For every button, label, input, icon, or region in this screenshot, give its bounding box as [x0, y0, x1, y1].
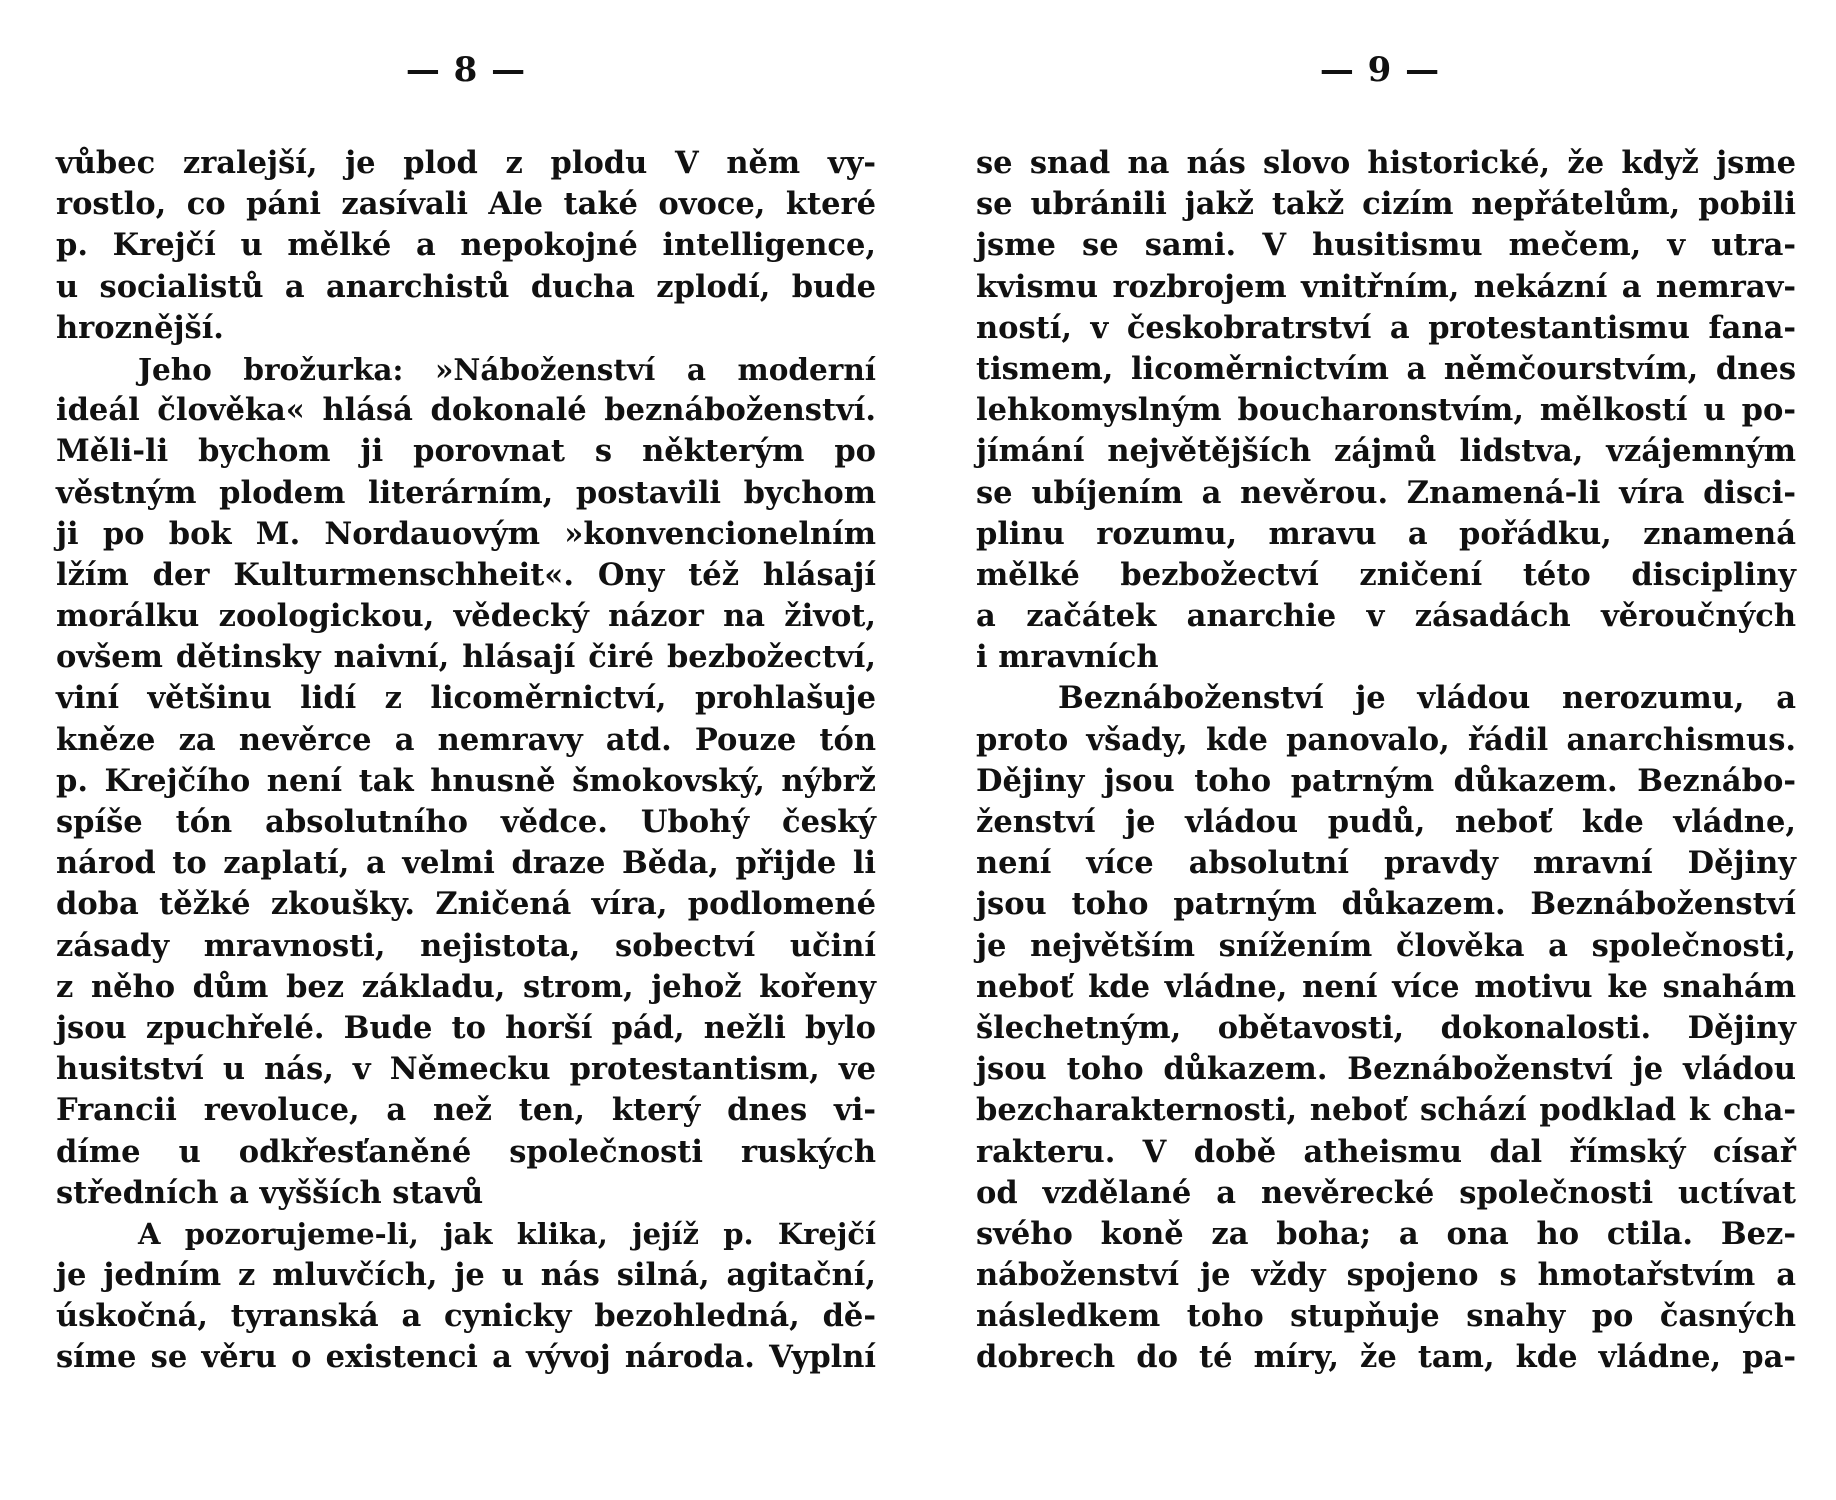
text-line: a začátek anarchie v zásadách věroučných: [976, 598, 1796, 635]
text-line: Beznáboženství je vládou nerozumu, a: [1058, 680, 1796, 717]
text-line: Francii revoluce, a než ten, který dnes vi-: [56, 1092, 876, 1129]
text-line: p. Krejčí u mělké a nepokojné intelligence,: [56, 227, 876, 264]
text-line: vůbec zralejší, je plod z plodu V něm vy-: [56, 145, 876, 181]
text-line: jsme se sami. V husitismu mečem, v utra-: [976, 227, 1796, 264]
text-line: spíše tón absolutního vědce. Ubohý český: [56, 804, 876, 840]
text-line: následkem toho stupňuje snahy po časných: [976, 1298, 1796, 1335]
text-line: od vzdělané a nevěrecké společnosti uctívat: [976, 1174, 1796, 1211]
text-line: i mravních: [976, 639, 1159, 676]
right-page: [976, 0, 1796, 1500]
text-line: se ubránili jakž takž cizím nepřátelům, pobili: [976, 186, 1796, 223]
text-line: mělké bezbožectví zničení této discipliny: [976, 556, 1796, 593]
page-text: [976, 143, 1796, 1379]
text-line: náboženství je vždy spojeno s hmotařstvím a: [976, 1257, 1796, 1294]
text-line: se ubíjením a nevěrou. Znamená-li víra disci-: [976, 474, 1796, 511]
text-line: hroznější.: [56, 309, 224, 346]
text-line: národ to zaplatí, a velmi draze Běda, přijde li: [56, 845, 876, 882]
text-line: jímání největějších zájmů lidstva, vzájemným: [976, 433, 1796, 470]
text-line: jsou toho patrným důkazem. Beznáboženství: [976, 886, 1796, 923]
text-line: věstným plodem literárním, postavili bychom: [56, 474, 876, 511]
text-line: morálku zoologickou, vědecký názor na život,: [56, 598, 876, 635]
text-line: ností, v českobratrství a protestantismu fana-: [976, 309, 1796, 346]
text-line: je největším snížením člověka a společnosti,: [976, 927, 1796, 964]
text-line: síme se věru o existenci a vývoj národa. Vyplní: [56, 1339, 876, 1376]
text-line: lžím der Kulturmenschheit«. Ony též hlásají: [56, 556, 876, 593]
text-line: z něho dům bez základu, strom, jehož kořeny: [56, 968, 876, 1005]
text-line: tismem, licoměrnictvím a němčourstvím, dnes: [976, 350, 1796, 387]
text-line: se snad na nás slovo historické, že když jsme: [976, 145, 1796, 181]
text-line: zásady mravnosti, nejistota, sobectví učiní: [56, 927, 876, 964]
text-line: svého koně za boha; a ona ho ctila. Bez-: [976, 1215, 1796, 1252]
text-line: šlechetným, obětavosti, dokonalosti. Dějiny: [976, 1009, 1796, 1046]
text-line: ideál člověka« hlásá dokonalé beznáboženství.: [56, 392, 876, 429]
text-line: rakteru. V době atheismu dal římský císař: [976, 1133, 1796, 1170]
text-line: díme u odkřesťaněné společnosti ruských: [56, 1133, 876, 1170]
text-line: je jedním z mluvčích, je u nás silná, agitační,: [56, 1257, 876, 1294]
text-line: není více absolutní pravdy mravní Dějiny: [976, 845, 1796, 882]
text-line: proto všady, kde panovalo, řádil anarchismus.: [976, 721, 1796, 758]
text-line: úskočná, tyranská a cynicky bezohledná, dě-: [56, 1298, 876, 1335]
text-line: u socialistů a anarchistů ducha zplodí, bude: [56, 268, 876, 305]
text-line: jsou toho důkazem. Beznáboženství je vládou: [976, 1051, 1796, 1088]
text-line: dobrech do té míry, že tam, kde vládne, pa-: [976, 1339, 1796, 1376]
text-line: ovšem dětinsky naivní, hlásají čiré bezbožectví,: [56, 639, 876, 676]
text-line: rostlo, co páni zasívali Ale také ovoce, které: [56, 186, 876, 223]
text-line: kněze za nevěrce a nemravy atd. Pouze tón: [56, 721, 876, 758]
text-line: Jeho brožurka: »Náboženství a moderní: [138, 351, 876, 387]
text-line: lehkomyslným boucharonstvím, mělkostí u po-: [976, 392, 1796, 429]
page-number: — 8 —: [405, 50, 527, 90]
text-line: Dějiny jsou toho patrným důkazem. Beznábo-: [976, 762, 1796, 799]
text-line: Měli-li bychom ji porovnat s některým po: [56, 433, 876, 470]
text-line: plinu rozumu, mravu a pořádku, znamená: [976, 515, 1796, 552]
text-line: ji po bok M. Nordauovým »konvencionelním: [56, 515, 876, 552]
text-line: p. Krejčího není tak hnusně šmokovský, nýbrž: [56, 762, 876, 799]
page-number: — 9 —: [1319, 50, 1441, 90]
page-text: [56, 143, 876, 1379]
text-line: husitství u nás, v Německu protestantism, ve: [56, 1051, 876, 1088]
text-line: kvismu rozbrojem vnitřním, nekázní a nemrav-: [976, 268, 1796, 305]
text-line: A pozorujeme-li, jak klika, jejíž p. Krejčí: [138, 1216, 876, 1251]
text-line: doba těžké zkoušky. Zničená víra, podlomené: [56, 886, 876, 923]
left-page: [56, 0, 876, 1500]
text-line: středních a vyšších stavů: [56, 1174, 484, 1211]
text-line: bezcharakternosti, neboť schází podklad k cha-: [976, 1092, 1796, 1129]
text-line: neboť kde vládne, není více motivu ke snahám: [976, 968, 1796, 1005]
text-line: jsou zpuchřelé. Bude to horší pád, nežli bylo: [56, 1009, 876, 1046]
text-line: ženství je vládou pudů, neboť kde vládne,: [976, 804, 1796, 840]
text-line: viní většinu lidí z licoměrnictví, prohlašuje: [56, 680, 876, 717]
